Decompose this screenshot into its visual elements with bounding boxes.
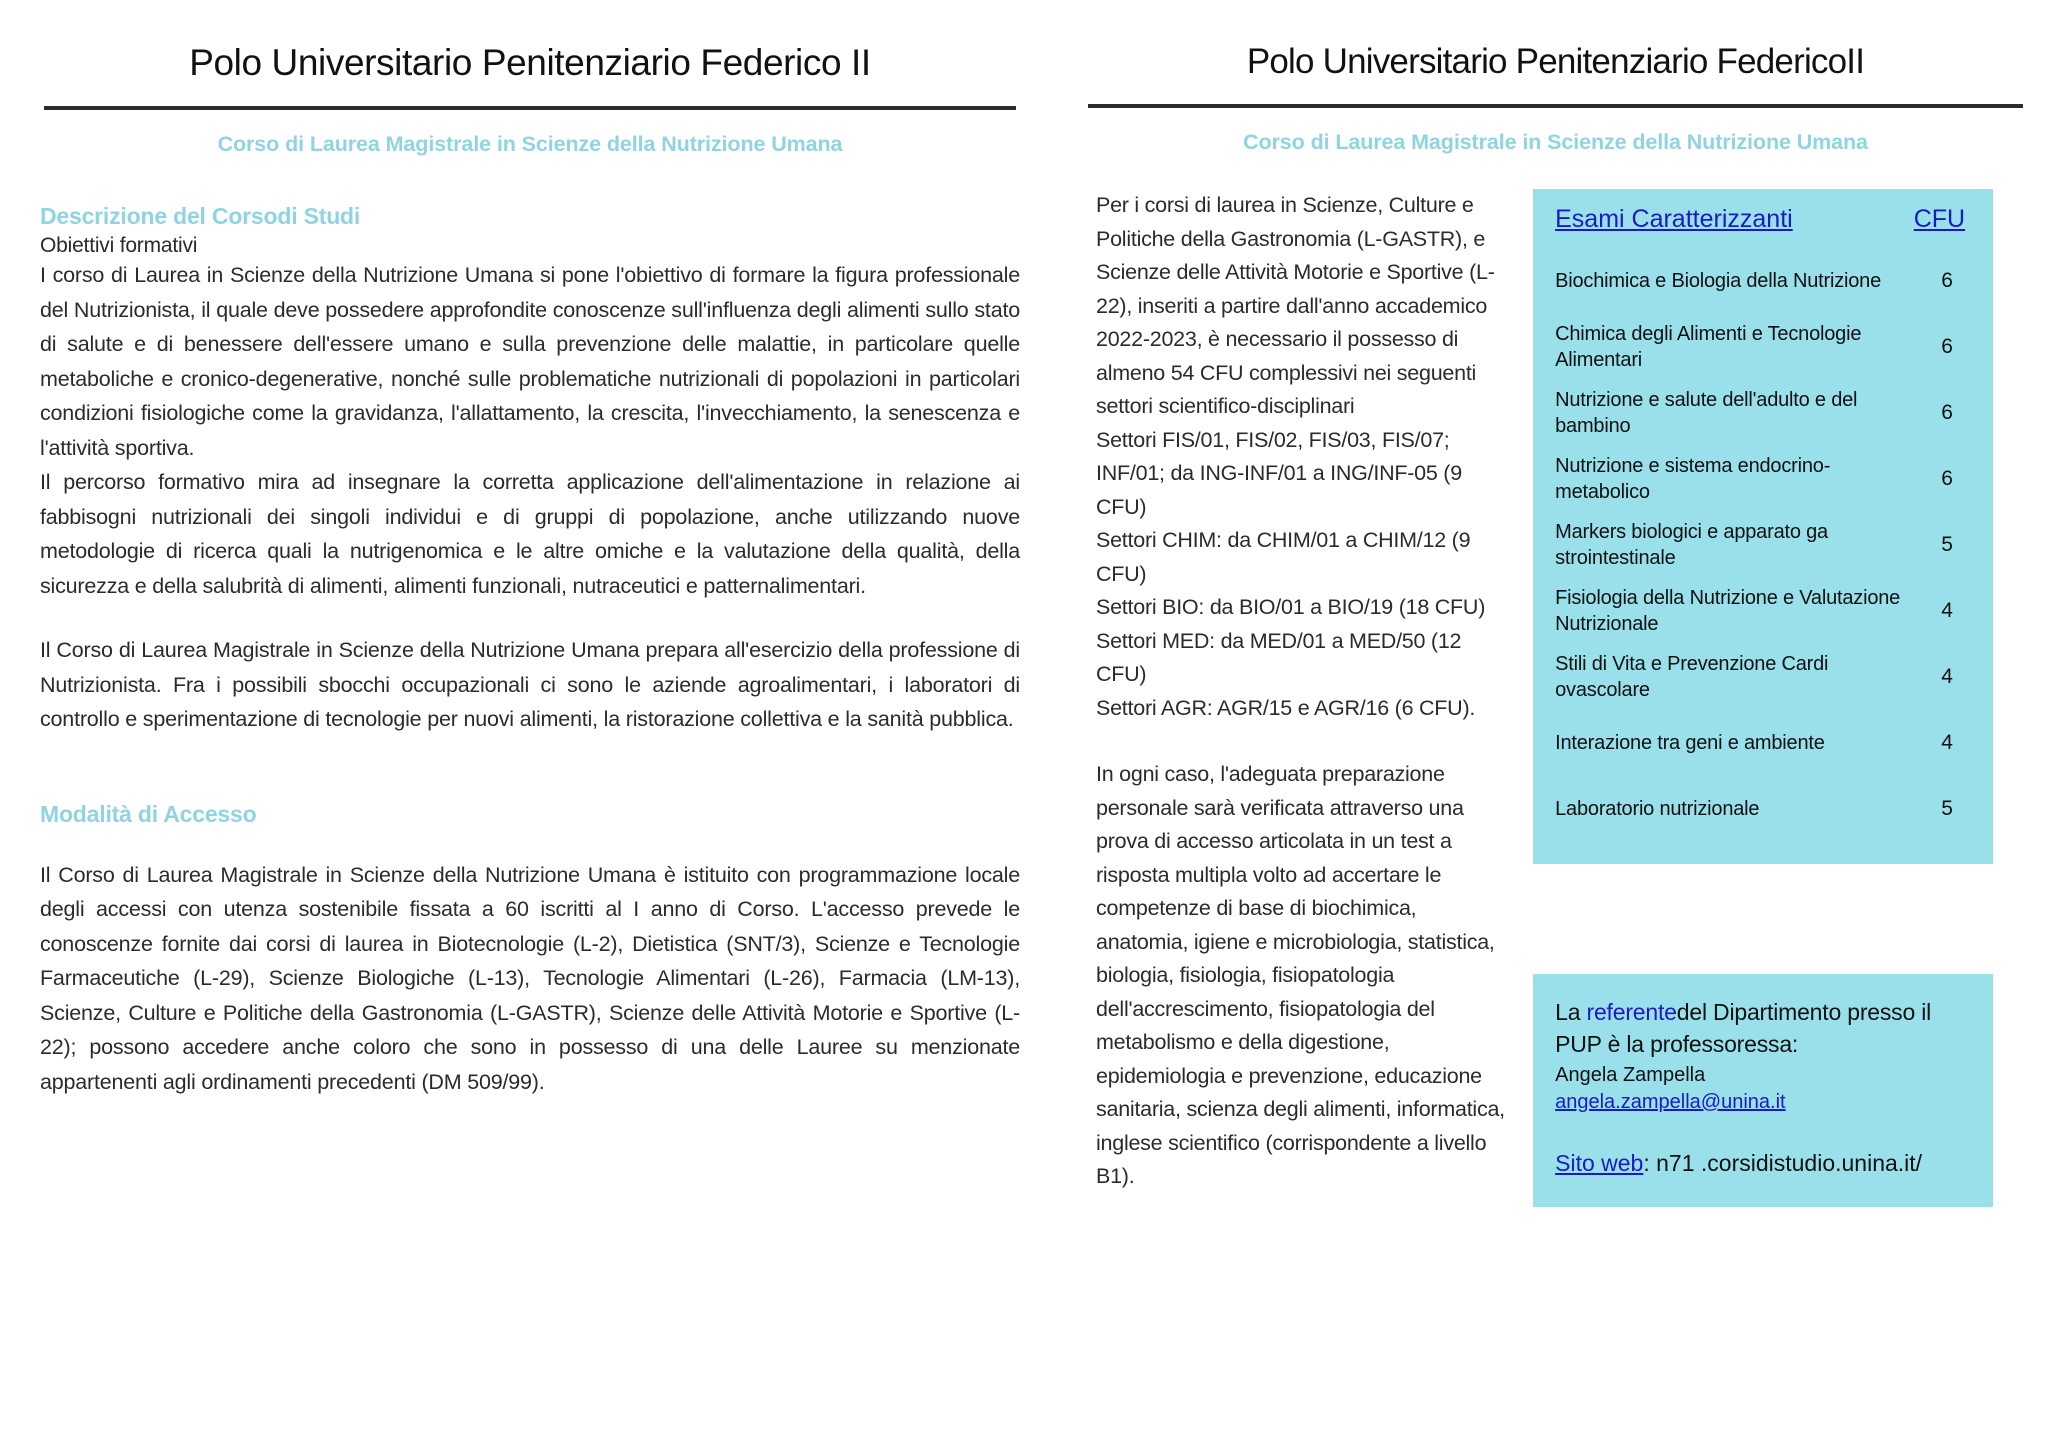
- access-spacer: [40, 828, 1020, 858]
- exam-name: Fisiologia della Nutrizione e Valutazione Nutrizionale: [1555, 587, 1901, 635]
- table-row: [1555, 644, 1971, 710]
- exam-table-header: [1555, 205, 1971, 248]
- exam-name: Markers biologici e apparato ga strointestinale: [1555, 521, 1828, 569]
- right-content-columns: [1088, 189, 2023, 1207]
- exam-cfu: 6: [1941, 467, 1953, 490]
- sector-line: Settori FIS/01, FIS/02, FIS/03, FIS/07; INF/01; da ING-INF/01 a ING/INF-05 (9 CFU): [1096, 427, 1462, 519]
- website-label[interactable]: Sito web: [1555, 1150, 1644, 1176]
- exam-name: Nutrizione e sistema endocrino-metabolico: [1555, 455, 1831, 503]
- section-heading-descrizione: Descrizione del Corsodi Studi: [40, 203, 361, 229]
- objectives-label: Obiettivi formativi: [40, 234, 198, 257]
- contact-lead: [1555, 996, 1973, 1060]
- left-header-rule: [44, 106, 1016, 110]
- right-brand-title: Polo Universitario Penitenziario FedericoII: [1246, 42, 1865, 81]
- sector-line: Settori CHIM: da CHIM/01 a CHIM/12 (9 CFU): [1096, 528, 1471, 586]
- exam-name: Chimica degli Alimenti e Tecnologie Alimentari: [1555, 323, 1862, 371]
- requirements-intro: Per i corsi di laurea in Scienze, Culture e Politiche della Gastronomia (L-GASTR), e Scienze delle Attività Motorie e Sportive (L-22), inseriti a partire dall'anno accademico 2022-2023, è necessario il possesso di almeno 54 CFU complessivi nei seguenti settori scientifico-disciplinari: [1096, 193, 1495, 418]
- exam-cfu: 5: [1941, 797, 1953, 820]
- table-row: [1555, 314, 1971, 380]
- exam-name: Biochimica e Biologia della Nutrizione: [1555, 270, 1882, 292]
- contact-referente-link[interactable]: referente: [1586, 999, 1677, 1025]
- sidebar-column: [1511, 189, 2023, 1207]
- exam-name: Interazione tra geni e ambiente: [1555, 732, 1825, 754]
- table-row: [1555, 710, 1971, 776]
- contact-person-name: Angela Zampella: [1555, 1064, 1706, 1086]
- exam-table-col-exams: Esami Caratterizzanti: [1555, 205, 1793, 233]
- sector-line: Settori MED: da MED/01 a MED/50 (12 CFU): [1096, 628, 1462, 686]
- sector-line: Settori BIO: da BIO/01 a BIO/19 (18 CFU): [1096, 595, 1486, 619]
- exam-cfu: 5: [1941, 533, 1953, 556]
- right-course-subtitle: Corso di Laurea Magistrale in Scienze della Nutrizione Umana: [1243, 130, 1868, 154]
- table-row: [1555, 776, 1971, 842]
- table-row: [1555, 446, 1971, 512]
- contact-lead-part2: del Dipartimento presso il PUP è la professoressa:: [1555, 999, 1932, 1057]
- exam-cfu: 4: [1941, 599, 1953, 622]
- requirements-column: [1088, 189, 1511, 1207]
- contact-website-row: [1555, 1150, 1973, 1177]
- exam-table: [1533, 189, 1993, 864]
- description-paragraph-1: I corso di Laurea in Scienze della Nutrizione Umana si pone l'obiettivo di formare la figura professionale del Nutrizionista, il quale deve possedere approfondite conoscenze sull'influenza degli alimenti sullo stato di salute e di benessere dell'essere umano e sulla prevenzione delle malattie, in particolare quelle metaboliche e cronico-degenerative, nonché sulle problematiche nutrizionali di popolazioni in particolari condizioni fisiologiche come la gravidanza, l'allattamento, la crescita, l'invecchiamento, la senescenza e l'attività sportiva.: [40, 263, 1020, 460]
- exam-name: Laboratorio nutrizionale: [1555, 798, 1760, 820]
- exam-cfu: 6: [1941, 335, 1953, 358]
- exam-table-col-cfu: CFU: [1913, 205, 1966, 233]
- exam-name: Stili di Vita e Prevenzione Cardi ovascolare: [1555, 653, 1829, 701]
- description-paragraph-3: Il Corso di Laurea Magistrale in Scienze della Nutrizione Umana prepara all'esercizio della professione di Nutrizionista. Fra i possibili sbocchi occupazionali ci sono le aziende agroalimentari, i laboratori di controllo e sperimentazione di tecnologie per nuovi alimenti, la ristorazione collettiva e la sanità pubblica.: [40, 638, 1020, 731]
- right-header-rule: [1088, 104, 2023, 108]
- exam-cfu: 6: [1941, 401, 1953, 424]
- exam-cfu: 4: [1941, 665, 1953, 688]
- table-row: [1555, 578, 1971, 644]
- exam-cfu: 6: [1941, 269, 1953, 292]
- section-heading-modalita: Modalità di Accesso: [40, 800, 257, 827]
- table-row: [1555, 512, 1971, 578]
- access-paragraph: Il Corso di Laurea Magistrale in Scienze della Nutrizione Umana è istituito con programmazione locale degli accessi con utenza sostenibile fissata a 60 iscritti al I anno di Corso. L'accesso prevede le conoscenze fornite dai corsi di laurea in Biotecnologie (L-2), Dietistica (SNT/3), Scienze e Tecnologie Farmaceutiche (L-29), Scienze Biologiche (L-13), Tecnologie Alimentari (L-26), Farmacia (LM-13), Scienze, Culture e Politiche della Gastronomia (L-GASTR), Scienze delle Attività Motorie e Sportive (L-22); possono accedere anche coloro che sono in possesso di una delle Lauree su menzionate appartenenti agli ordinamenti precedenti (DM 509/99).: [40, 862, 1020, 1094]
- table-row: [1555, 248, 1971, 314]
- contact-box: [1533, 974, 1993, 1207]
- sector-line: Settori AGR: AGR/15 e AGR/16 (6 CFU).: [1096, 695, 1476, 720]
- contact-email-link[interactable]: angela.zampella@unina.it: [1555, 1091, 1786, 1113]
- left-brand-title: Polo Universitario Penitenziario Federico II: [189, 42, 871, 83]
- website-url[interactable]: : n71 .corsidistudio.unina.it/: [1643, 1150, 1923, 1176]
- exam-cfu: 4: [1941, 731, 1953, 754]
- contact-lead-part1: La: [1555, 999, 1587, 1025]
- exam-note: In ogni caso, l'adeguata preparazione personale sarà verificata attraverso una prova di accesso articolata in un test a risposta multipla volto ad accertare le competenze di base di biochimica, anatomia, igiene e microbiologia, statistica, biologia, fisiologia, fisiopatologia dell'accrescimento, fisiopatologia del metabolismo e della digestione, epidemiologia e prevenzione, educazione sanitaria, scienza degli alimenti, informatica, inglese scientifico (corrispondente a livello B1).: [1096, 762, 1505, 1188]
- exam-name: Nutrizione e salute dell'adulto e del bambino: [1555, 389, 1858, 437]
- paragraph-spacer: [40, 603, 1020, 633]
- table-row: [1555, 380, 1971, 446]
- requirements-spacer: [1096, 725, 1511, 758]
- description-paragraph-2: Il percorso formativo mira ad insegnare la corretta applicazione dell'alimentazione in relazione ai fabbisogni nutrizionali dei singoli individui e di gruppi di popolazione, anche utilizzando nuove metodologie di ricerca quali la nutrigenomica e le altre omiche e la valutazione della qualità, della sicurezza e della salubrità di alimenti, alimenti funzionali, nutraceutici e patternalimentari.: [40, 470, 1020, 598]
- left-course-subtitle: Corso di Laurea Magistrale in Scienze della Nutrizione Umana: [217, 132, 843, 156]
- right-panel: [1063, 0, 2048, 1450]
